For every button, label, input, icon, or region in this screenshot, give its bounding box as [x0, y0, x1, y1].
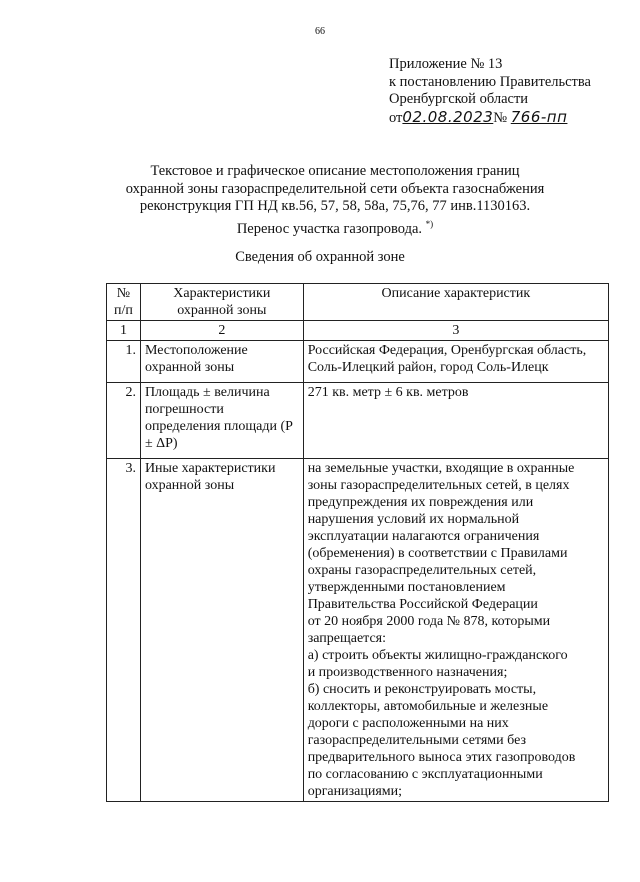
protection-zone-table	[106, 283, 609, 802]
footnote-mark: *)	[425, 218, 434, 229]
description-line: (обременения) в соответствии с Правилами	[307, 546, 568, 561]
description-line: нарушения условий их нормальной	[307, 512, 520, 527]
description-line: организациями;	[307, 784, 403, 799]
handwritten-number: 766-пп	[510, 107, 568, 126]
description-line: а) строить объекты жилищно-гражданского	[307, 648, 568, 663]
table-row	[107, 341, 609, 383]
row-description: 271 кв. метр ± 6 кв. метров	[303, 383, 608, 459]
page-number: 66	[315, 26, 325, 37]
description-line: запрещается:	[307, 631, 386, 646]
row-description	[303, 459, 608, 802]
description-line: газораспределительными сетями без	[307, 733, 526, 748]
description-line: предварительного выноса этих газопроводов	[307, 750, 576, 765]
description-line: охраны газораспределительных сетей,	[307, 563, 537, 578]
section-subtitle: Сведения об охранной зоне	[235, 249, 405, 265]
header-description: Описание характеристик	[303, 284, 608, 321]
row-num: 3.	[107, 459, 141, 802]
title-line-1: Текстовое и графическое описание местоположения границ	[150, 163, 520, 179]
row-num: 1.	[107, 341, 141, 383]
description-line: дороги с расположенными на них	[307, 716, 509, 731]
description-line: эксплуатации налагаются ограничения	[307, 529, 540, 544]
table-row	[107, 383, 609, 459]
table-header-row	[107, 284, 609, 321]
appendix-date-line	[389, 109, 591, 128]
description-line: по согласованию с эксплуатационными	[307, 767, 543, 782]
appendix-line-3: Оренбургской области	[389, 91, 529, 107]
row-num: 2.	[107, 383, 141, 459]
description-line: и производственного назначения;	[307, 665, 508, 680]
table-index-row	[107, 321, 609, 341]
header-num: № п/п	[107, 284, 141, 321]
row-characteristic: Иные характеристики охранной зоны	[140, 459, 303, 802]
description-line: предупреждения их повреждения или	[307, 495, 534, 510]
description-line: коллекторы, автомобильные и железные	[307, 699, 549, 714]
title-line-4: Перенос участка газопровода. *)	[236, 218, 434, 237]
title-line-2: охранной зоны газораспределительной сети объекта газоснабжения	[125, 180, 545, 197]
row-description: Российская Федерация, Оренбургская область, Соль-Илецкий район, город Соль-Илецк	[303, 341, 608, 383]
description-line: утвержденными постановлением	[307, 580, 506, 595]
index-cell: 3	[303, 321, 608, 341]
appendix-line-1: Приложение № 13	[389, 56, 503, 72]
appendix-line-2: к постановлению Правительства	[389, 73, 591, 90]
row-characteristic: Местоположение охранной зоны	[140, 341, 303, 383]
index-cell: 1	[107, 321, 141, 341]
table-row	[107, 459, 609, 802]
index-cell: 2	[140, 321, 303, 341]
date-prefix: от	[389, 109, 403, 126]
title-line-3: реконструкция ГП НД кв.56, 57, 58, 58а, 75,76, 77 инв.1130163.	[139, 198, 531, 214]
handwritten-date: 02.08.2023	[402, 107, 494, 126]
appendix-block	[389, 56, 591, 127]
description-line: Правительства Российской Федерации	[307, 597, 538, 612]
description-line: от 20 ноября 2000 года № 878, которыми	[307, 614, 551, 629]
header-characteristic: Характеристики охранной зоны	[140, 284, 303, 321]
number-prefix: №	[493, 109, 508, 126]
description-line: б) сносить и реконструировать мосты,	[307, 682, 537, 697]
description-line: на земельные участки, входящие в охранные	[307, 461, 575, 476]
row-characteristic: Площадь ± величина погрешности определения площади (Р ± ΔР)	[140, 383, 303, 459]
document-title	[100, 163, 570, 238]
description-line: зоны газораспределительных сетей, в целях	[307, 478, 570, 493]
